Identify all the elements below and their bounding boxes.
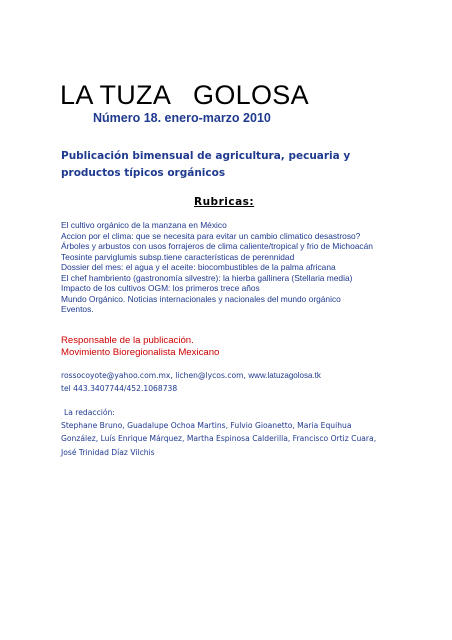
rubric-item: El cultivo orgánico de la manzana en México bbox=[61, 220, 227, 230]
website-link[interactable]: www.latuzagolosa.tk bbox=[248, 371, 321, 380]
editorial-team bbox=[61, 406, 391, 459]
rubric-item: Impacto de los cultivos OGM: los primeros trece años bbox=[61, 283, 260, 293]
rubric-item: Teosinte parviglumis subsp.tiene características de perennidad bbox=[61, 251, 295, 262]
contact-emails[interactable]: rossocoyote@yahoo.com.mx, lichen@lycos.com, bbox=[61, 371, 246, 380]
responsible-label: Responsable de la publicación. bbox=[61, 335, 194, 346]
responsible-organization: Movimiento Bioregionalista Mexicano bbox=[61, 346, 220, 358]
editorial-team-names: Stephane Bruno, Guadalupe Ochoa Martins, Fulvio Gioanetto, Maria Equihua González, Luís Enrique Márquez, Martha Espinosa Calderilla, Francisco Ortiz Cuara, José Trinidad Díaz Vilchis bbox=[61, 421, 377, 457]
rubricas-list bbox=[61, 220, 391, 315]
contact-block bbox=[61, 369, 391, 395]
contact-emails-line bbox=[61, 369, 391, 382]
rubric-item: Mundo Orgánico. Noticias internacionales y nacionales del mundo orgánico bbox=[61, 293, 341, 304]
description-line-1: Publicación bimensual de agricultura, pecuaria y bbox=[61, 150, 351, 162]
rubric-item: Dossier del mes: el agua y el aceite: biocombustibles de la palma africana bbox=[61, 262, 336, 272]
rubric-item: El chef hambriento (gastronomía silvestre): la hierba gallinera (Stellaria media) bbox=[61, 272, 353, 283]
issue-number: Número 18. enero-marzo 2010 bbox=[93, 111, 271, 125]
contact-phone: tel 443.3407744/452.1068738 bbox=[61, 384, 178, 393]
description-line-2: productos típicos orgánicos bbox=[61, 167, 226, 179]
publication-description bbox=[61, 148, 361, 182]
rubricas-heading: Rubricas: bbox=[194, 196, 255, 208]
responsible-block bbox=[61, 335, 219, 358]
magazine-title: LA TUZA GOLOSA bbox=[60, 80, 309, 110]
rubric-item: Eventos. bbox=[61, 304, 94, 314]
editorial-team-label: La redacción: bbox=[64, 408, 115, 417]
rubric-item: Accion por el clima: que se necesita para evitar un cambio climatico desastroso? bbox=[61, 230, 361, 241]
rubric-item: Árboles y arbustos con usos forrajeros de clima caliente/tropical y frio de Michoacán bbox=[61, 241, 373, 251]
